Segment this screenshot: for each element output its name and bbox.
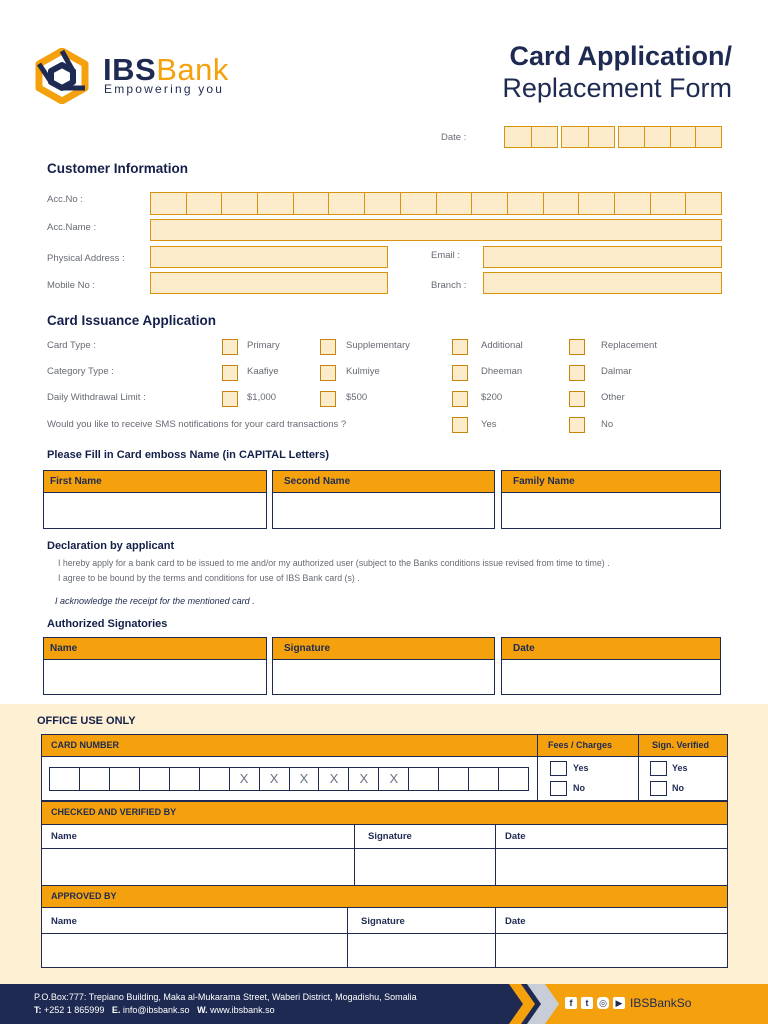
date-label: Date :: [441, 132, 467, 143]
email-field[interactable]: [483, 246, 722, 268]
category-dheeman-checkbox[interactable]: [452, 365, 468, 381]
acc-name-label: Acc.Name :: [47, 222, 97, 233]
youtube-icon[interactable]: ▶: [613, 997, 625, 1009]
approved-date-header: Date: [495, 907, 728, 934]
branch-label: Branch :: [431, 280, 467, 291]
limit-1000-checkbox[interactable]: [222, 391, 238, 407]
card-type-supplementary-checkbox[interactable]: [320, 339, 336, 355]
footer-tel: +252 1 865999: [44, 1005, 105, 1015]
logo-mark-icon: [33, 48, 91, 104]
limit-other-label: Other: [601, 392, 625, 403]
category-kulmiye-label: Kulmiye: [346, 366, 380, 377]
category-dalmar-label: Dalmar: [601, 366, 632, 377]
signatory-name-header: Name: [44, 638, 266, 660]
signatories-heading: Authorized Signatories: [47, 618, 168, 630]
card-mask-x: X: [230, 768, 260, 790]
checked-signature-header: Signature: [354, 824, 496, 849]
signatory-name-box[interactable]: [43, 637, 267, 695]
brand-name-ibs: IBS: [103, 52, 157, 87]
date-field-day[interactable]: [504, 126, 558, 148]
footer-tel-label: T:: [34, 1005, 42, 1015]
card-number-header: CARD NUMBER: [41, 734, 538, 757]
checked-verified-header: CHECKED AND VERIFIED BY: [41, 801, 728, 825]
acc-no-field[interactable]: [150, 192, 722, 215]
card-type-replacement-label: Replacement: [601, 340, 657, 351]
checked-name-field[interactable]: [41, 848, 355, 886]
card-mask-x: X: [319, 768, 349, 790]
facebook-icon[interactable]: f: [565, 997, 577, 1009]
card-type-supplementary-label: Supplementary: [346, 340, 410, 351]
emboss-family-name-header: Family Name: [502, 471, 720, 493]
approved-date-field[interactable]: [495, 933, 728, 968]
card-type-additional-checkbox[interactable]: [452, 339, 468, 355]
twitter-icon[interactable]: t: [581, 997, 593, 1009]
category-kaafiye-checkbox[interactable]: [222, 365, 238, 381]
form-title-line1: Card Application/: [509, 41, 732, 71]
declaration-heading: Declaration by applicant: [47, 540, 175, 552]
signatory-signature-header: Signature: [273, 638, 494, 660]
checked-date-header: Date: [495, 824, 728, 849]
acknowledge-text: I acknowledge the receipt for the mentioned card .: [55, 596, 255, 606]
footer-address: P.O.Box:777: Trepiano Building, Maka al-Mukarama Street, Waberi District, Mogadishu, Somalia: [34, 992, 417, 1002]
card-mask-x: X: [260, 768, 290, 790]
card-mask-x: X: [290, 768, 320, 790]
footer-web-label: W.: [197, 1005, 208, 1015]
fees-yes-label: Yes: [573, 763, 589, 773]
approved-signature-field[interactable]: [347, 933, 496, 968]
category-dheeman-label: Dheeman: [481, 366, 523, 377]
card-type-primary-checkbox[interactable]: [222, 339, 238, 355]
signatory-date-header: Date: [502, 638, 720, 660]
checked-date-field[interactable]: [495, 848, 728, 886]
form-title-line2: Replacement Form: [502, 73, 732, 103]
signatory-date-box[interactable]: [501, 637, 721, 695]
sign-verified-no-checkbox[interactable]: [650, 781, 667, 796]
footer-contact-line: [34, 1005, 275, 1015]
sms-question-label: Would you like to receive SMS notifications for your card transactions ?: [47, 419, 347, 430]
fees-charges-header: Fees / Charges: [537, 734, 639, 757]
card-issuance-heading: Card Issuance Application: [47, 313, 217, 328]
sign-verified-no-label: No: [672, 783, 684, 793]
date-field-year[interactable]: [618, 126, 722, 148]
emboss-second-name-header: Second Name: [273, 471, 494, 493]
physical-address-label: Physical Address :: [47, 253, 125, 264]
card-type-primary-label: Primary: [247, 340, 280, 351]
checked-name-header: Name: [41, 824, 355, 849]
limit-1000-label: $1,000: [247, 392, 277, 403]
mobile-no-label: Mobile No :: [47, 280, 96, 291]
brand-name-bank: Bank: [156, 52, 229, 87]
limit-200-checkbox[interactable]: [452, 391, 468, 407]
limit-500-label: $500: [346, 392, 368, 403]
declaration-line-2: I agree to be bound by the terms and conditions for use of IBS Bank card (s) .: [58, 573, 360, 583]
social-handle[interactable]: IBSBankSo: [630, 996, 692, 1010]
footer-email[interactable]: info@ibsbank.so: [122, 1005, 190, 1015]
emboss-family-name-box[interactable]: [501, 470, 721, 529]
approved-by-header: APPROVED BY: [41, 885, 728, 908]
card-type-label: Card Type :: [47, 340, 96, 351]
card-mask-x: X: [379, 768, 409, 790]
acc-name-field[interactable]: [150, 219, 722, 241]
checked-signature-field[interactable]: [354, 848, 496, 886]
card-type-replacement-checkbox[interactable]: [569, 339, 585, 355]
approved-name-header: Name: [41, 907, 348, 934]
branch-field[interactable]: [483, 272, 722, 294]
limit-other-checkbox[interactable]: [569, 391, 585, 407]
footer-email-label: E.: [111, 1005, 121, 1015]
card-mask-x: X: [349, 768, 379, 790]
limit-500-checkbox[interactable]: [320, 391, 336, 407]
mobile-no-field[interactable]: [150, 272, 388, 294]
instagram-icon[interactable]: ◎: [597, 997, 609, 1009]
fees-yes-checkbox[interactable]: [550, 761, 567, 776]
customer-info-heading: Customer Information: [47, 161, 189, 176]
declaration-line-1: I hereby apply for a bank card to be issued to me and/or my authorized user (subject to the Banks conditions issue revised from time to time) .: [58, 558, 610, 568]
sign-verified-yes-label: Yes: [672, 763, 688, 773]
fees-no-checkbox[interactable]: [550, 781, 567, 796]
emboss-heading: Please Fill in Card emboss Name (in CAPITAL Letters): [47, 449, 329, 461]
sms-no-checkbox[interactable]: [569, 417, 585, 433]
sign-verified-yes-checkbox[interactable]: [650, 761, 667, 776]
emboss-second-name-box[interactable]: [272, 470, 495, 529]
card-number-field[interactable]: [49, 767, 529, 791]
limit-200-label: $200: [481, 392, 503, 403]
card-type-additional-label: Additional: [481, 340, 523, 351]
bank-logo: [33, 46, 243, 106]
brand-tagline: Empowering you: [104, 82, 225, 96]
emboss-first-name-header: First Name: [44, 471, 266, 493]
category-type-label: Category Type :: [47, 366, 114, 377]
sms-yes-label: Yes: [481, 419, 497, 430]
withdrawal-limit-label: Daily Withdrawal Limit :: [47, 392, 146, 403]
sign-verified-header: Sign. Verified: [638, 734, 728, 757]
sms-yes-checkbox[interactable]: [452, 417, 468, 433]
emboss-first-name-box[interactable]: [43, 470, 267, 529]
category-kaafiye-label: Kaafiye: [247, 366, 279, 377]
date-field-month[interactable]: [561, 126, 615, 148]
category-kulmiye-checkbox[interactable]: [320, 365, 336, 381]
office-use-heading: OFFICE USE ONLY: [37, 715, 136, 727]
footer-web[interactable]: www.ibsbank.so: [210, 1005, 275, 1015]
approved-name-field[interactable]: [41, 933, 348, 968]
signatory-signature-box[interactable]: [272, 637, 495, 695]
acc-no-label: Acc.No :: [47, 194, 83, 205]
physical-address-field[interactable]: [150, 246, 388, 268]
email-label: Email :: [431, 250, 461, 261]
sms-no-label: No: [601, 419, 614, 430]
category-dalmar-checkbox[interactable]: [569, 365, 585, 381]
footer: [0, 984, 768, 1024]
fees-no-label: No: [573, 783, 585, 793]
approved-signature-header: Signature: [347, 907, 496, 934]
